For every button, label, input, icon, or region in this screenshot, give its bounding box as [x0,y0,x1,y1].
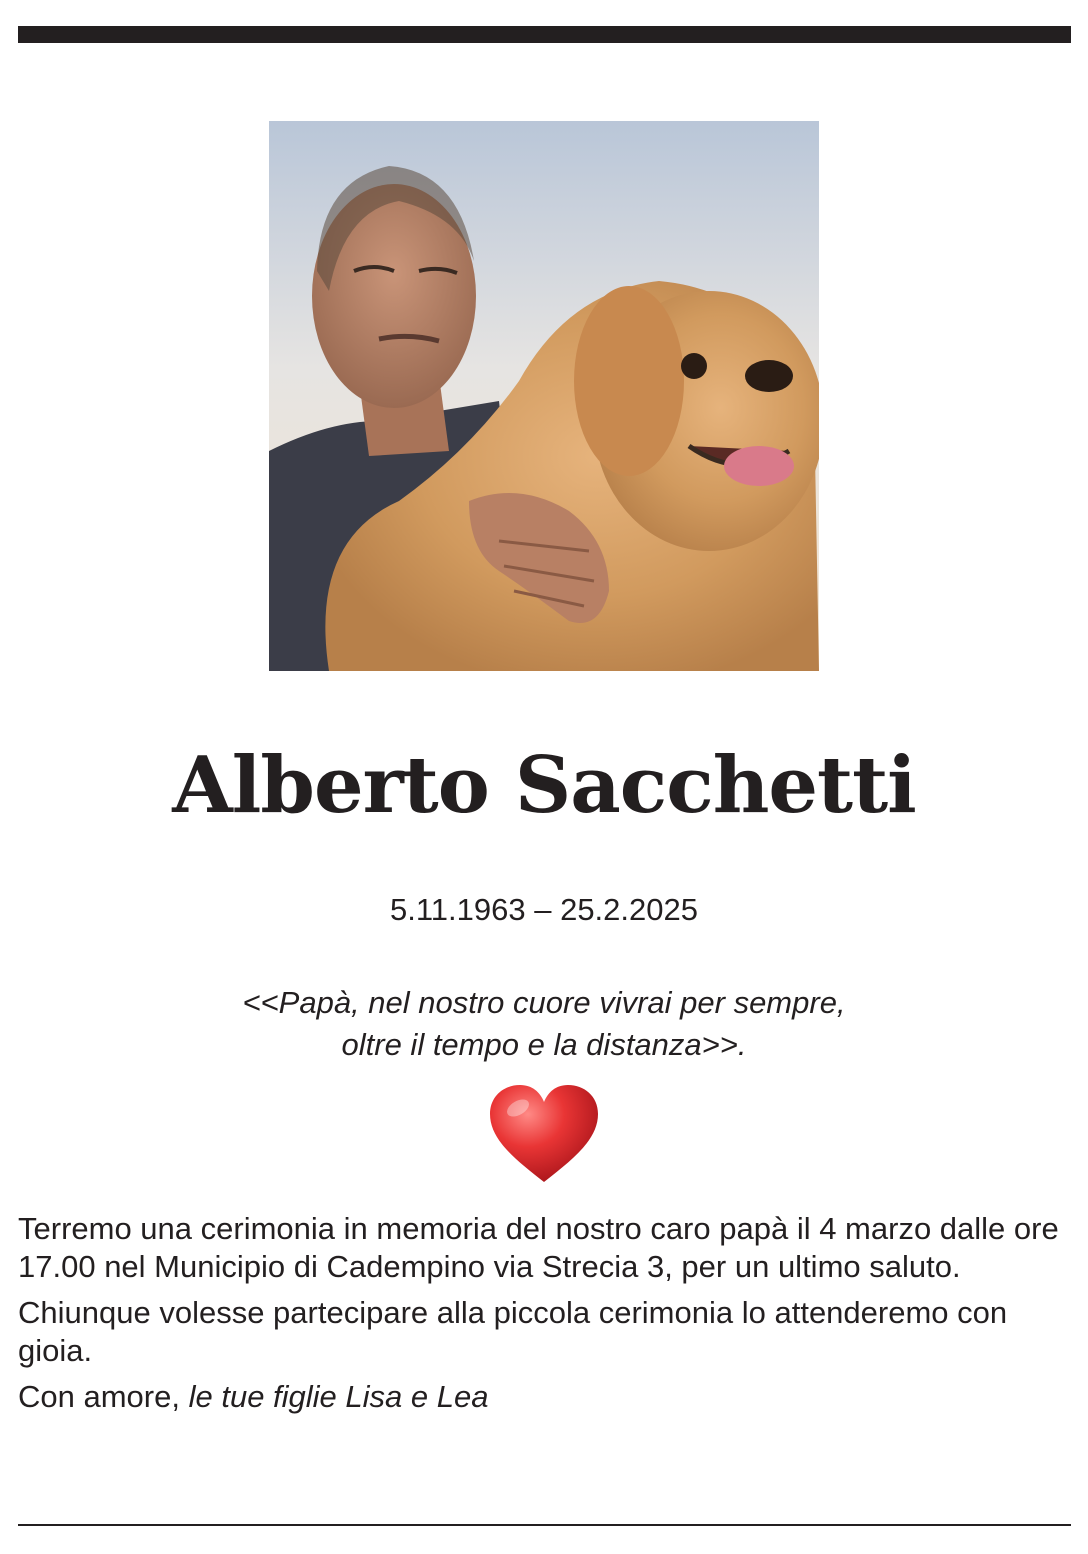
closing-signature: le tue figlie Lisa e Lea [188,1379,489,1414]
quote-line: <<Papà, nel nostro cuore vivrai per sempre, [242,985,846,1020]
quote-line: oltre il tempo e la distanza>>. [341,1027,747,1062]
closing [18,1378,1078,1416]
memorial-quote [0,982,1088,1066]
notice-body [18,1210,1078,1424]
closing-prefix: Con amore, [18,1379,180,1414]
life-dates: 5.11.1963 – 25.2.2025 [390,892,698,927]
bottom-rule [18,1524,1071,1526]
ceremony-paragraph: Terremo una cerimonia in memoria del nostro caro papà il 4 marzo dalle ore 17.00 nel Municipio di Cadempino via Strecia 3, per un ultimo saluto. [18,1211,1059,1284]
invitation-paragraph: Chiunque volesse partecipare alla piccola cerimonia lo attenderemo con gioia. [18,1295,1008,1368]
heart-icon [486,1082,602,1186]
top-rule [18,26,1071,43]
deceased-name: Alberto Sacchetti [172,740,916,831]
portrait-photo [269,121,819,671]
